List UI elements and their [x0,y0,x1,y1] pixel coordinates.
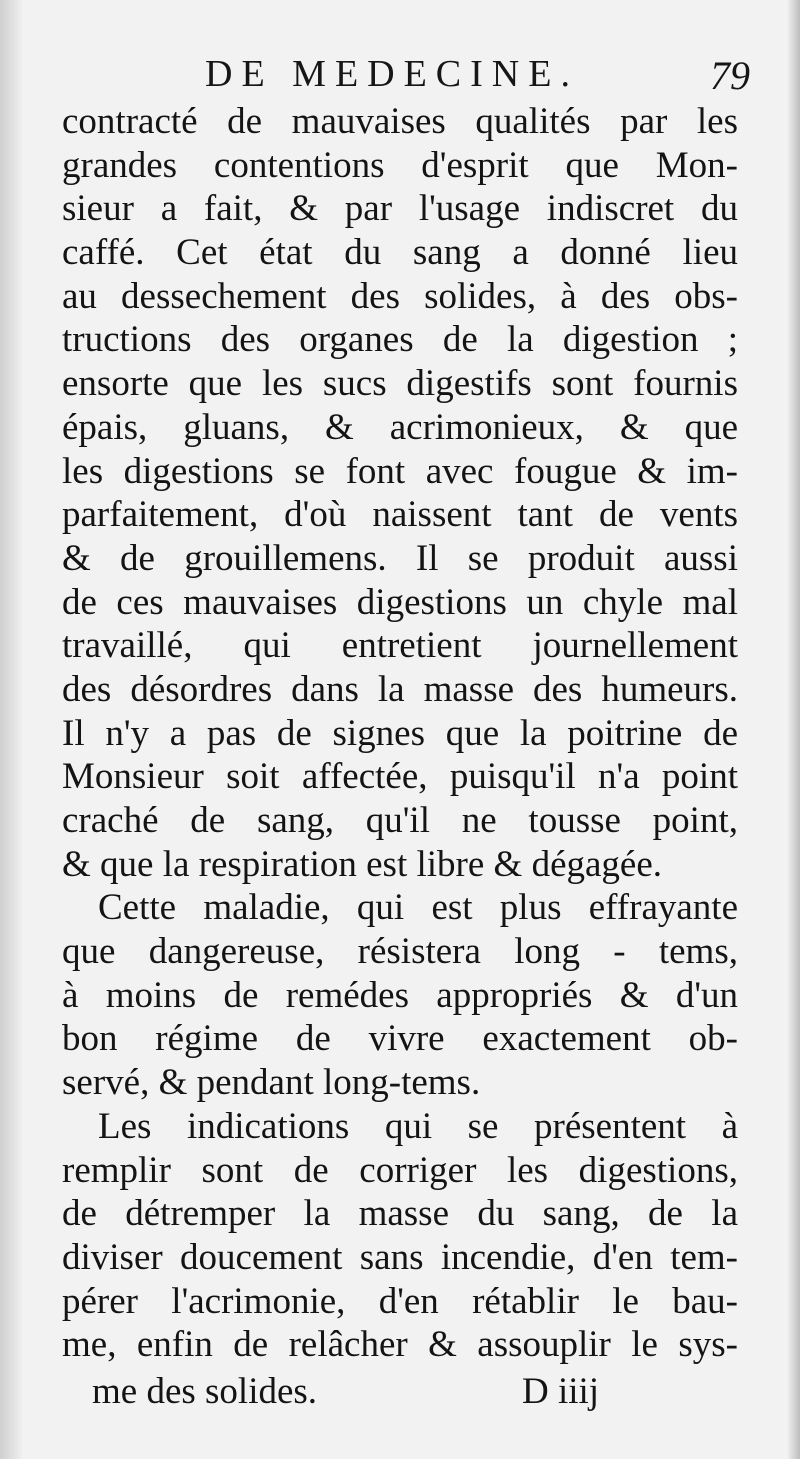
text-line: travaillé, qui entretient journellement [62,625,738,667]
text-line: & de grouillemens. Il se produit aussi [62,537,738,579]
text-line: bon régime de vivre exactement ob- [62,1018,738,1060]
text-line: que dangereuse, résistera long - tems, [62,931,738,973]
text-line: caffé. Cet état du sang a donné lieu [62,232,738,274]
gutter-shadow [0,0,22,1459]
page-header [205,52,750,102]
text-line: sieur a fait, & par l'usage indiscret du [62,188,738,230]
text-line: les digestions se font avec fougue & im- [62,450,738,492]
last-text-line: me des solides. [92,1371,318,1412]
text-line: de ces mauvaises digestions un chyle mal [62,581,738,623]
text-line: épais, gluans, & acrimonieux, & que [62,406,738,448]
text-line: de détremper la masse du sang, de la [62,1193,738,1235]
text-line: pérer l'acrimonie, d'en rétablir le bau- [62,1280,738,1322]
text-line: remplir sont de corriger les digestions, [62,1149,738,1191]
running-head: DE MEDECINE. [205,53,579,95]
body-text [62,100,738,1367]
text-line: à moins de remédes appropriés & d'un [62,974,738,1016]
signature-mark: D iiij [522,1371,600,1412]
text-line: ensorte que les sucs digestifs sont fournis [62,363,738,405]
text-line: grandes contentions d'esprit que Mon- [62,144,738,186]
text-line: Il n'y a pas de signes que la poitrine de [62,712,738,754]
text-line: & que la respiration est libre & dégagée. [62,843,663,885]
text-line: craché de sang, qu'il ne tousse point, [62,800,738,841]
text-line: me, enfin de relâcher & assouplir le sys- [62,1324,738,1366]
text-line: contracté de mauvaises qualités par les [62,101,738,142]
text-line: au dessechement des solides, à des obs- [62,275,738,317]
page-number: 79 [710,53,750,98]
page-edge-shadow [788,0,800,1459]
text-line: des désordres dans la masse des humeurs. [62,668,738,710]
text-line: diviser doucement sans incendie, d'en tem- [62,1236,738,1278]
text-line: Les indications qui se présentent à [98,1105,738,1147]
page-footer [92,1370,612,1416]
text-line: Monsieur soit affectée, puisqu'il n'a point [62,756,738,798]
text-line: servé, & pendant long-tems. [62,1062,481,1104]
text-line: Cette maladie, qui est plus effrayante [98,887,738,929]
text-line: tructions des organes de la digestion ; [62,319,738,361]
text-line: parfaitement, d'où naissent tant de vents [62,494,738,536]
